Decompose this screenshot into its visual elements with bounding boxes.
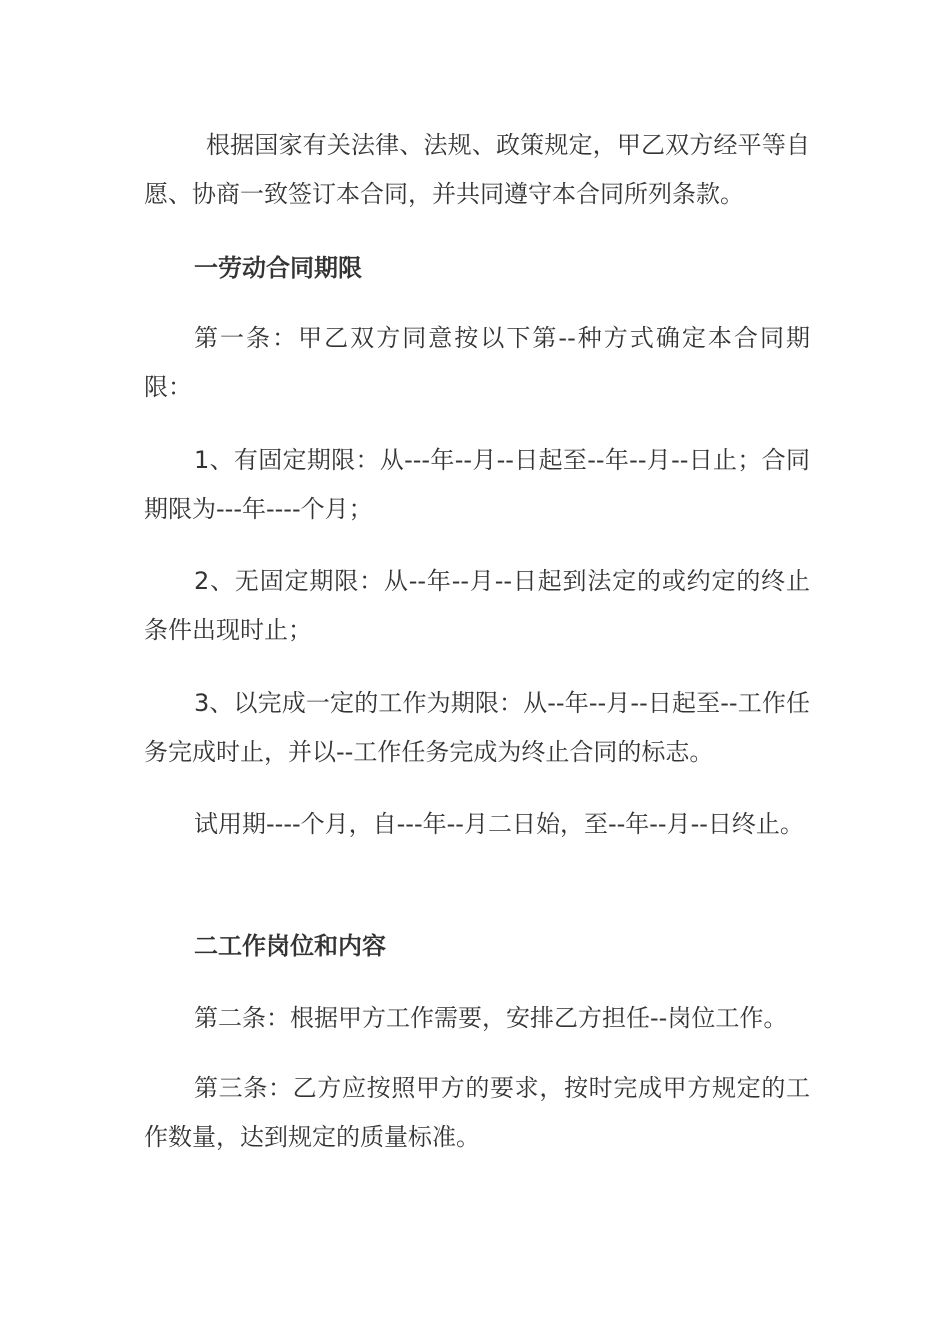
fixed-term-paragraph: 1、有固定期限：从---年--月--日起至--年--月--日止；合同期限为---年----个月； <box>144 446 810 523</box>
intro-paragraph: 根据国家有关法律、法规、政策规定，甲乙双方经平等自愿、协商一致签订本合同，并共同遵守本合同所列条款。 <box>144 131 810 208</box>
section-heading-job-content: 二工作岗位和内容 <box>194 932 386 960</box>
task-term-paragraph: 3、以完成一定的工作为期限：从--年--月--日起至--工作任务完成时止，并以--工作任务完成为终止合同的标志。 <box>144 689 810 766</box>
open-term-paragraph: 2、无固定期限：从--年--月--日起到法定的或约定的终止条件出现时止； <box>144 567 810 644</box>
article-1-paragraph: 第一条：甲乙双方同意按以下第--种方式确定本合同期限： <box>144 324 810 401</box>
section-heading-contract-term: 一劳动合同期限 <box>194 254 362 282</box>
probation-paragraph: 试用期----个月，自---年--月二日始，至--年--月--日终止。 <box>194 810 804 838</box>
article-3-paragraph: 第三条：乙方应按照甲方的要求，按时完成甲方规定的工作数量，达到规定的质量标准。 <box>144 1074 810 1151</box>
article-2-paragraph: 第二条：根据甲方工作需要，安排乙方担任--岗位工作。 <box>194 1004 788 1032</box>
